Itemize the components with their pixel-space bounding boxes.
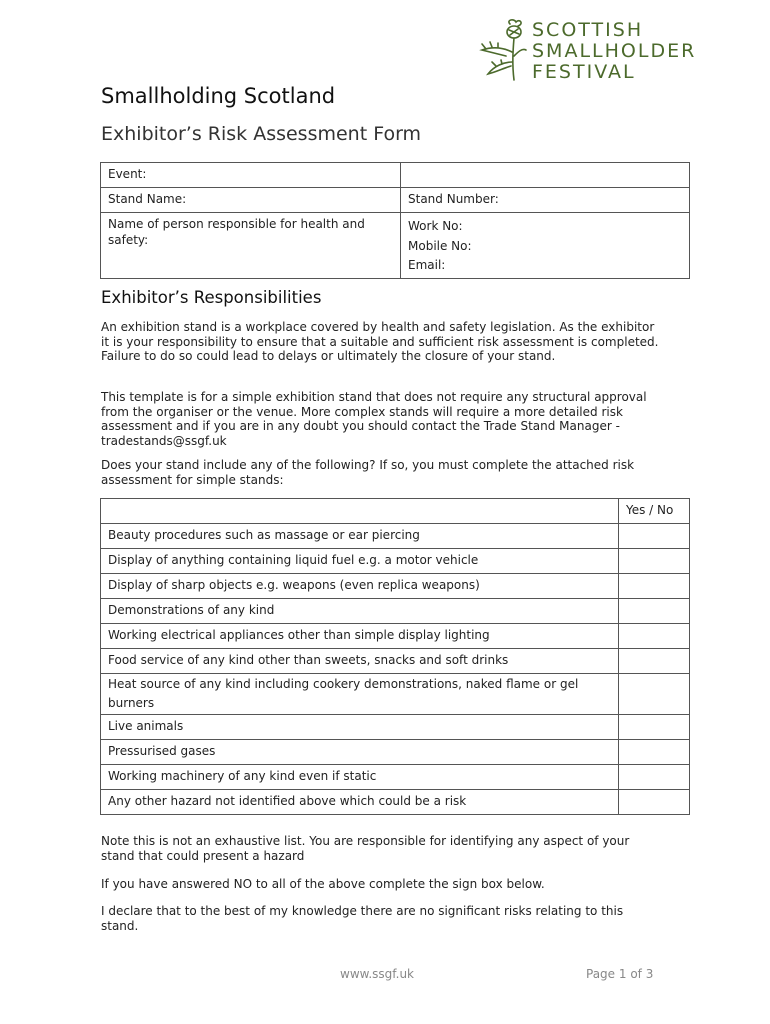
hazard-item: Display of sharp objects e.g. weapons (even replica weapons) — [101, 574, 619, 599]
yes-no-answer-cell[interactable] — [619, 674, 690, 715]
hazard-item: Demonstrations of any kind — [101, 599, 619, 624]
logo-line: SCOTTISH — [532, 19, 644, 41]
hazard-item-multiline — [101, 674, 619, 715]
event-label: Event: — [101, 163, 401, 188]
yes-no-answer-cell[interactable] — [619, 740, 690, 765]
page-title: Smallholding Scotland — [101, 84, 336, 108]
table-row — [101, 740, 690, 765]
contact-cell[interactable] — [401, 213, 690, 279]
hazard-item-text: Heat source of any kind including cookery demonstrations, naked flame or gel — [108, 677, 579, 691]
responsibilities-paragraph-1: An exhibition stand is a workplace covered by health and safety legislation. As the exhibitor it is your responsibility to ensure that a suitable and sufficient risk assessment is completed. Failure to do so could lead to delays or ultimately the closure of your stand. — [101, 320, 659, 363]
stand-number-label[interactable]: Stand Number: — [401, 188, 690, 213]
responsibilities-heading: Exhibitor’s Responsibilities — [101, 288, 322, 307]
table-row — [101, 549, 690, 574]
table-row — [101, 188, 690, 213]
table-row — [101, 599, 690, 624]
page-number: Page 1 of 3 — [586, 967, 654, 981]
declaration-text: I declare that to the best of my knowledge there are no significant risks relating to this stand. — [101, 904, 624, 933]
yes-no-answer-cell[interactable] — [619, 524, 690, 549]
table-row — [101, 649, 690, 674]
hazard-checklist-table — [100, 498, 690, 815]
table-row — [101, 524, 690, 549]
exhibitor-info-table — [100, 162, 690, 279]
logo-line: FESTIVAL — [532, 61, 636, 83]
hazard-item: Live animals — [101, 715, 619, 740]
logo-line: SMALLHOLDER — [532, 40, 697, 62]
yes-no-answer-cell[interactable] — [619, 574, 690, 599]
table-row — [101, 765, 690, 790]
yes-no-answer-cell[interactable] — [619, 765, 690, 790]
hazard-item: Any other hazard not identified above which could be a risk — [101, 790, 619, 815]
responsibilities-paragraph-2: This template is for a simple exhibition stand that does not require any structural approval from the organiser or the venue. More complex stands will require a more detailed risk assessment and if you are in any doubt you should contact the Trade Stand Manager - tradestands@ssgf.uk — [101, 390, 647, 448]
table-row — [101, 163, 690, 188]
responsibilities-paragraph-3: Does your stand include any of the following? If so, you must complete the attached risk assessment for simple stands: — [101, 458, 635, 487]
stand-name-label[interactable]: Stand Name: — [101, 188, 401, 213]
table-row — [101, 574, 690, 599]
hazard-item: Working machinery of any kind even if static — [101, 765, 619, 790]
table-row — [101, 674, 690, 715]
table-row — [101, 790, 690, 815]
hazard-item: Display of anything containing liquid fuel e.g. a motor vehicle — [101, 549, 619, 574]
hazard-item: Working electrical appliances other than simple display lighting — [101, 624, 619, 649]
hazard-item: Food service of any kind other than sweets, snacks and soft drinks — [101, 649, 619, 674]
table-header-row — [101, 499, 690, 524]
mobile-no-label: Mobile No: — [408, 238, 472, 253]
email-label: Email: — [408, 258, 446, 272]
logo-wordmark — [532, 20, 696, 83]
table-row — [101, 715, 690, 740]
responsible-person-label[interactable]: Name of person responsible for health and safety: — [101, 213, 401, 279]
note-exhaustive-list: Note this is not an exhaustive list. You are responsible for identifying any aspect of your stand that could present a hazard — [101, 834, 630, 863]
yes-no-header: Yes / No — [619, 499, 690, 524]
event-input-cell[interactable] — [401, 163, 690, 188]
festival-logo — [476, 16, 736, 84]
yes-no-answer-cell[interactable] — [619, 790, 690, 815]
hazard-item: Pressurised gases — [101, 740, 619, 765]
yes-no-answer-cell[interactable] — [619, 549, 690, 574]
yes-no-answer-cell[interactable] — [619, 649, 690, 674]
yes-no-answer-cell[interactable] — [619, 624, 690, 649]
footer-url[interactable]: www.ssgf.uk — [340, 967, 414, 981]
table-row — [101, 624, 690, 649]
work-no-label: Work No: — [408, 219, 463, 233]
hazard-item: Beauty procedures such as massage or ear piercing — [101, 524, 619, 549]
yes-no-answer-cell[interactable] — [619, 715, 690, 740]
table-row — [101, 213, 690, 279]
thistle-icon — [476, 16, 528, 82]
form-subtitle: Exhibitor’s Risk Assessment Form — [101, 123, 422, 145]
yes-no-answer-cell[interactable] — [619, 599, 690, 624]
hazard-item-text-continued: burners — [108, 696, 155, 710]
note-answered-no: If you have answered NO to all of the above complete the sign box below. — [101, 877, 545, 891]
hazard-header-cell — [101, 499, 619, 524]
